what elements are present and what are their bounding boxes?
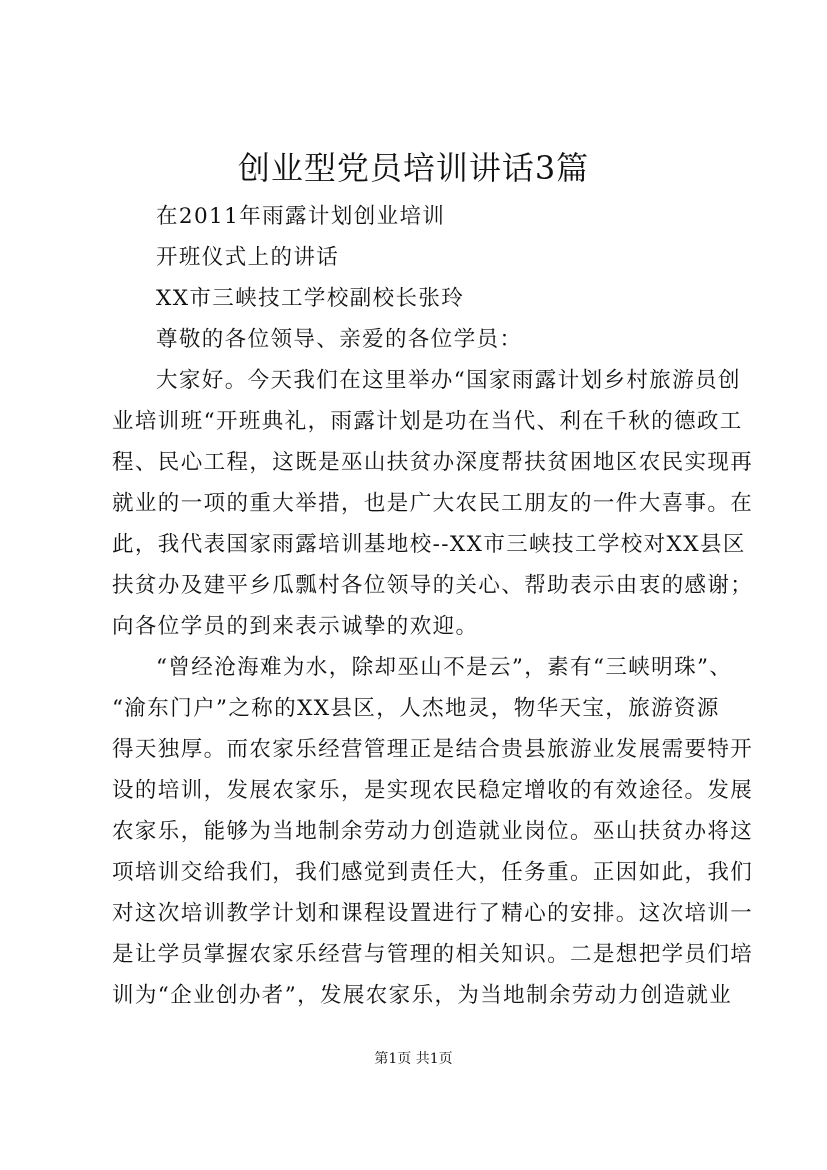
paragraph2-line: “曾经沧海难为水，除却巫山不是云”，素有“三峡明珠”、 [156,655,733,680]
paragraph2-line: 是让学员掌握农家乐经营与管理的相关知识。二是想把学员们培 [112,942,754,967]
paragraph1-line: 向各位学员的到来表示诚挚的欢迎。 [112,614,479,639]
paragraph2-line: 项培训交给我们，我们感觉到责任大，任务重。正因如此，我们 [112,860,754,885]
paragraph2-line: 训为“企业创办者”，发展农家乐，为当地制余劳动力创造就业 [112,983,733,1008]
paragraph1-line: 就业的一项的重大举措，也是广大农民工朋友的一件大喜事。在 [112,491,754,516]
paragraph2-line: “渝东门户”之称的XX县区，人杰地灵，物华天宝，旅游资源 [112,696,720,721]
paragraph2-line: 得天独厚。而农家乐经营管理正是结合贵县旅游业发展需要特开 [112,737,754,762]
paragraph2-line: 对这次培训教学计划和课程设置进行了精心的安排。这次培训一 [112,901,754,926]
document-title: 创业型党员培训讲话3篇 [237,149,590,187]
paragraph2-line: 农家乐，能够为当地制余劳动力创造就业岗位。巫山扶贫办将这 [112,819,754,844]
document-body [112,196,752,1016]
paragraph2-line: 设的培训，发展农家乐，是实现农民稳定增收的有效途径。发展 [112,778,754,803]
header-line-speaker: XX市三峡技工学校副校长张玲 [156,286,465,311]
page-footer: 第1页 共1页 [374,1051,453,1067]
salutation-line: 尊敬的各位领导、亲爱的各位学员： [156,327,523,352]
header-line-event: 在2011年雨露计划创业培训 [156,204,446,229]
paragraph1-line: 扶贫办及建平乡瓜瓢村各位领导的关心、帮助表示由衷的感谢； [112,573,754,598]
paragraph1-line: 此，我代表国家雨露培训基地校--XX市三峡技工学校对XX县区 [112,532,746,557]
paragraph1-line: 程、民心工程，这既是巫山扶贫办深度帮扶贫困地区农民实现再 [112,450,754,475]
paragraph1-line: 大家好。今天我们在这里举办“国家雨露计划乡村旅游员创 [156,368,741,393]
paragraph1-line: 业培训班“开班典礼，雨露计划是功在当代、利在千秋的德政工 [112,409,743,434]
header-line-occasion: 开班仪式上的讲话 [156,245,340,270]
